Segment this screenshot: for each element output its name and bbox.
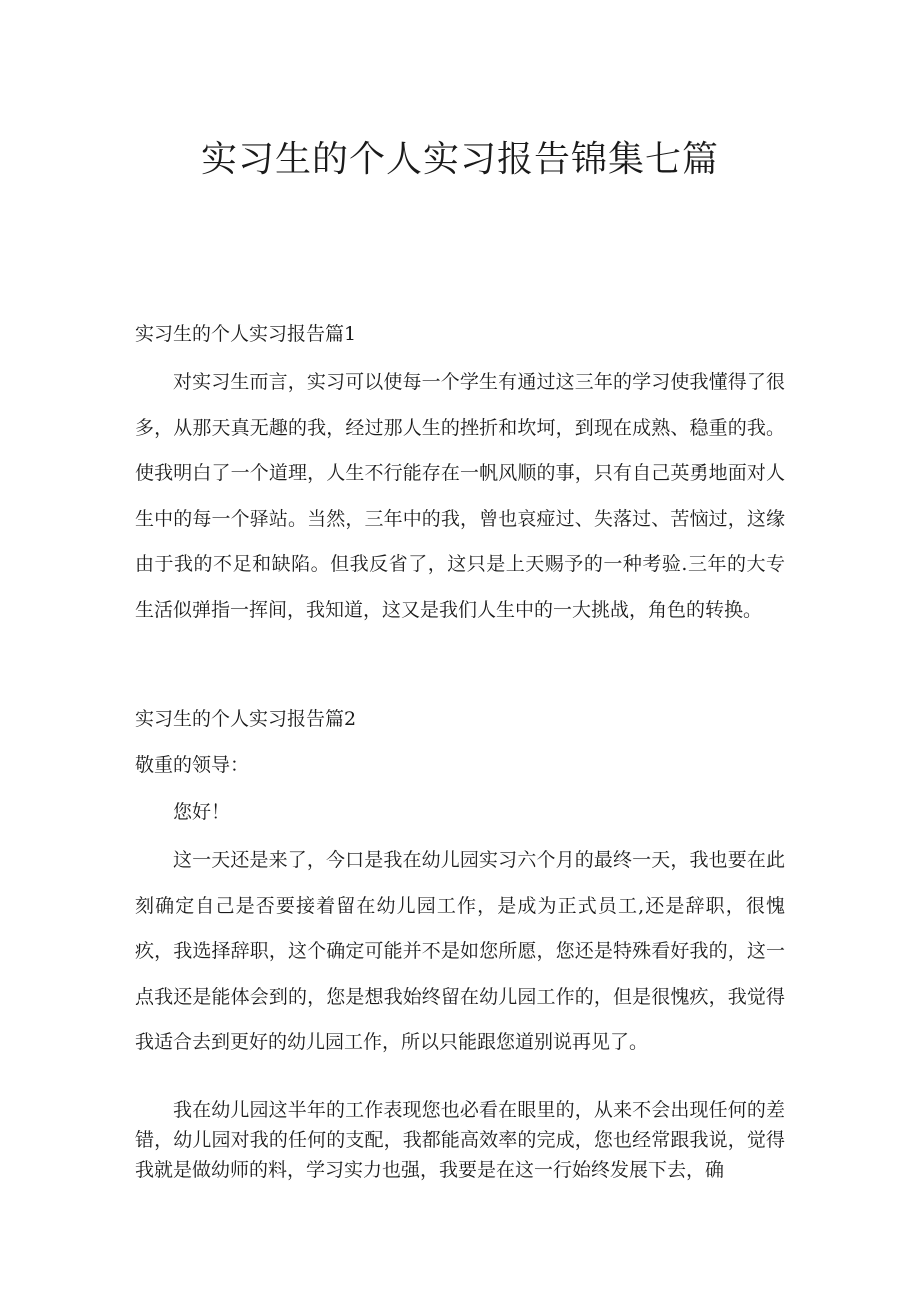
section-1-heading: 实习生的个人实习报告篇1 bbox=[135, 323, 357, 345]
greeting: 您好！ bbox=[173, 801, 231, 823]
section-2-paragraph-1: 这一天还是来了，今口是我在幼儿园实习六个月的最终一天，我也要在此刻确定自己是否要接着留在幼儿园工作，是成为正式员工,还是辞职，很愧疚，我选择辞职，这个确定可能并不是如您所愿，您还是特殊看好我的，这一点我还是能体会到的，您是想我始终留在幼儿园工作的，但是很愧疚，我觉得我适合去到更好的幼儿园工作，所以只能跟您道别说再见了。 bbox=[135, 849, 785, 1053]
section-2-heading: 实习生的个人实习报告篇2 bbox=[135, 708, 357, 730]
section-2-paragraph-2: 我在幼儿园这半年的工作表现您也必看在眼里的，从来不会出现任何的差错，幼儿园对我的任何的支配，我都能高效率的完成，您也经常跟我说，觉得我就是做幼师的料，学习实力也强，我要是在这一行始终发展下去，确 bbox=[135, 1099, 785, 1181]
section-1-paragraph: 对实习生而言，实习可以使每一个学生有通过这三年的学习使我懂得了很多，从那天真无趣的我，经过那人生的挫折和坎坷，到现在成熟、稳重的我。使我明白了一个道理，人生不行能存在一帆风顺的事，只有自己英勇地面对人生中的每一个驿站。当然，三年中的我，曾也哀痖过、失落过、苦恼过，这缘由于我的不足和缺陷。但我反省了，这只是上天赐予的一种考验.三年的大专生活似弹指一挥间，我知道，这又是我们人生中的一大挑战，角色的转换。 bbox=[135, 371, 785, 621]
document-title: 实习生的个人实习报告锦集七篇 bbox=[200, 139, 719, 180]
salutation: 敬重的领导： bbox=[135, 754, 250, 776]
